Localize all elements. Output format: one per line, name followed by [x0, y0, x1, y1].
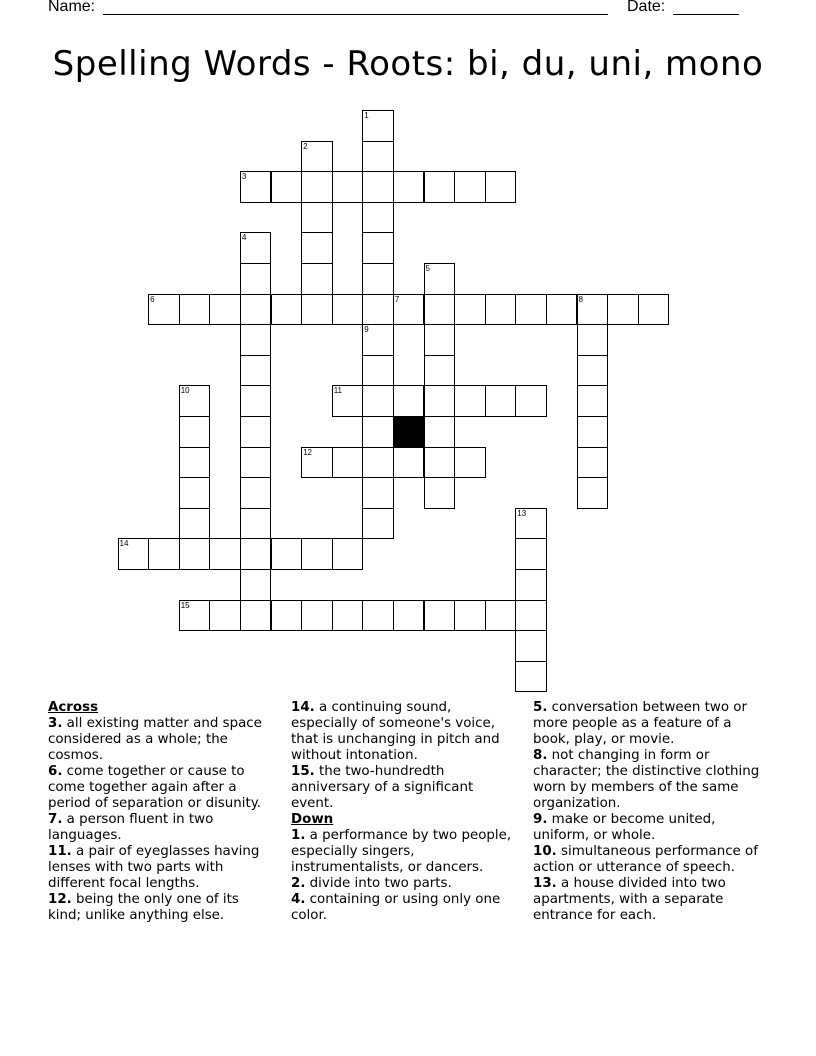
clue-text: a house divided into two apartments, with a separate entrance for each.	[533, 876, 726, 923]
clue-number: 11.	[48, 844, 72, 859]
crossword-cell[interactable]	[424, 294, 456, 326]
crossword-cell[interactable]	[362, 141, 394, 173]
crossword-cell[interactable]	[179, 600, 211, 632]
clue-text: not changing in form or character; the distinctive clothing worn by members of the same organization.	[533, 748, 760, 811]
crossword-cell[interactable]	[240, 538, 272, 570]
down-heading: Down	[291, 812, 334, 827]
crossword-cell[interactable]	[577, 324, 609, 356]
crossword-cell[interactable]	[515, 569, 547, 601]
date-label: Date:	[627, 0, 666, 15]
clue-text: make or become united, uniform, or whole.	[533, 812, 716, 843]
clue-number-label: 3	[241, 172, 247, 182]
clue-item	[48, 716, 276, 764]
crossword-cell[interactable]	[332, 171, 364, 203]
crossword-cell[interactable]	[577, 447, 609, 479]
crossword-cell[interactable]	[454, 385, 486, 417]
crossword-cell[interactable]	[577, 355, 609, 387]
crossword-cell[interactable]	[515, 294, 547, 326]
clue-number-label: 12	[303, 447, 312, 457]
crossword-cell[interactable]	[424, 171, 456, 203]
clue-number: 4.	[291, 892, 306, 907]
crossword-cell[interactable]	[607, 294, 639, 326]
crossword-cell[interactable]	[240, 232, 272, 264]
crossword-cell[interactable]	[485, 294, 517, 326]
clue-number: 10.	[533, 844, 557, 859]
crossword-cell[interactable]	[515, 508, 547, 540]
clue-item	[291, 700, 519, 764]
crossword-cell[interactable]	[393, 447, 425, 479]
crossword-cell[interactable]	[179, 508, 211, 540]
clue-item	[533, 844, 761, 876]
crossword-cell[interactable]	[179, 385, 211, 417]
clue-text: all existing matter and space considered as a whole; the cosmos.	[48, 716, 262, 763]
crossword-cell[interactable]	[638, 294, 670, 326]
crossword-cell[interactable]	[240, 416, 272, 448]
clues-column-2	[291, 700, 519, 924]
crossword-cell[interactable]	[179, 294, 211, 326]
crossword-cell[interactable]	[240, 600, 272, 632]
clue-text: simultaneous performance of action or utterance of speech.	[533, 844, 758, 875]
crossword-cell[interactable]	[485, 385, 517, 417]
clues-section	[48, 700, 778, 960]
crossword-cell[interactable]	[301, 538, 333, 570]
clue-item	[533, 700, 761, 748]
clue-item	[48, 764, 276, 812]
crossword-cell[interactable]	[209, 600, 241, 632]
crossword-cell[interactable]	[393, 171, 425, 203]
crossword-cell[interactable]	[301, 171, 333, 203]
clue-text: a pair of eyeglasses having lenses with two parts with different focal lengths.	[48, 844, 260, 891]
crossword-cell[interactable]	[209, 294, 241, 326]
crossword-cell[interactable]	[301, 294, 333, 326]
crossword-cell[interactable]	[362, 232, 394, 264]
clue-number-label: 9	[364, 325, 369, 335]
crossword-cell[interactable]	[515, 600, 547, 632]
crossword-cell[interactable]	[179, 447, 211, 479]
crossword-cell[interactable]	[148, 538, 180, 570]
crossword-cell[interactable]	[332, 294, 364, 326]
crossword-cell[interactable]	[179, 477, 211, 509]
crossword-cell[interactable]	[424, 263, 456, 295]
crossword-cell[interactable]	[577, 416, 609, 448]
clue-number-label: 11	[333, 386, 342, 396]
clue-item	[533, 748, 761, 812]
clue-item	[533, 812, 761, 844]
crossword-cell[interactable]	[485, 600, 517, 632]
crossword-cell[interactable]	[362, 171, 394, 203]
crossword-cell[interactable]	[301, 600, 333, 632]
clue-number: 1.	[291, 828, 306, 843]
crossword-cell[interactable]	[515, 385, 547, 417]
crossword-cell[interactable]	[271, 171, 303, 203]
crossword-cell[interactable]	[515, 630, 547, 662]
clue-number: 8.	[533, 748, 548, 763]
crossword-cell[interactable]	[454, 447, 486, 479]
clue-item	[291, 876, 519, 892]
page-title: Spelling Words - Roots: bi, du, uni, mono	[52, 44, 764, 84]
crossword-cell[interactable]	[240, 447, 272, 479]
crossword-cell[interactable]	[179, 416, 211, 448]
crossword-cell[interactable]	[332, 447, 364, 479]
crossword-cell[interactable]	[424, 447, 456, 479]
crossword-cell[interactable]	[362, 477, 394, 509]
crossword-cell[interactable]	[515, 661, 547, 693]
crossword-cell[interactable]	[301, 263, 333, 295]
crossword-cell[interactable]	[454, 600, 486, 632]
clue-number: 3.	[48, 716, 63, 731]
crossword-cell[interactable]	[240, 263, 272, 295]
crossword-cell[interactable]	[424, 416, 456, 448]
crossword-cell[interactable]	[577, 385, 609, 417]
crossword-cell[interactable]	[209, 538, 241, 570]
crossword-cell[interactable]	[393, 600, 425, 632]
crossword-cell[interactable]	[332, 385, 364, 417]
crossword-cell[interactable]	[577, 294, 609, 326]
clue-item	[48, 892, 276, 924]
crossword-cell[interactable]	[362, 416, 394, 448]
clue-number-label: 4	[241, 233, 247, 243]
clue-text: divide into two parts.	[309, 876, 452, 891]
crossword-cell[interactable]	[118, 538, 150, 570]
clue-number-label: 8	[578, 294, 583, 304]
crossword-cell[interactable]	[362, 324, 394, 356]
crossword-cell[interactable]	[240, 508, 272, 540]
crossword-cell[interactable]	[332, 538, 364, 570]
crossword-cell[interactable]	[393, 294, 425, 326]
clue-item	[291, 764, 519, 812]
clue-number: 9.	[533, 812, 548, 827]
crossword-cell[interactable]	[179, 538, 211, 570]
clue-item	[48, 812, 276, 844]
crossword-cell[interactable]	[240, 171, 272, 203]
clue-text: conversation between two or more people as a feature of a book, play, or movie.	[533, 700, 747, 747]
clue-number: 12.	[48, 892, 72, 907]
crossword-cell[interactable]	[271, 600, 303, 632]
crossword-cell[interactable]	[240, 477, 272, 509]
crossword-cell[interactable]	[240, 324, 272, 356]
clue-item	[291, 828, 519, 876]
crossword-cell[interactable]	[362, 263, 394, 295]
crossword-cell[interactable]	[362, 447, 394, 479]
clue-number: 6.	[48, 764, 63, 779]
clue-item	[48, 844, 276, 892]
crossword-cell[interactable]	[148, 294, 180, 326]
crossword-cell[interactable]	[454, 294, 486, 326]
clue-text: a person fluent in two languages.	[48, 812, 214, 843]
clue-number: 13.	[533, 876, 557, 891]
clue-text: the two-hundredth anniversary of a significant event.	[291, 764, 474, 811]
crossword-cell[interactable]	[362, 600, 394, 632]
clue-number-label: 10	[180, 386, 190, 396]
clue-number: 5.	[533, 700, 548, 715]
clue-text: a performance by two people, especially singers, instrumentalists, or dancers.	[291, 828, 512, 875]
crossword-cell[interactable]	[362, 355, 394, 387]
crossword-cell[interactable]	[240, 294, 272, 326]
crossword-cell[interactable]	[301, 447, 333, 479]
crossword-cell[interactable]	[362, 508, 394, 540]
crossword-cell[interactable]	[301, 202, 333, 234]
clue-number-label: 15	[180, 600, 190, 610]
crossword-cell[interactable]	[240, 355, 272, 387]
clue-text: come together or cause to come together again after a period of separation or disunity.	[48, 764, 261, 811]
across-heading: Across	[48, 700, 99, 715]
clue-number-label: 13	[517, 508, 527, 518]
clue-number-label: 1	[364, 111, 369, 120]
clue-item	[533, 876, 761, 924]
clue-text: containing or using only one color.	[291, 892, 501, 923]
crossword-cell[interactable]	[515, 538, 547, 570]
clue-text: a continuing sound, especially of someone's voice, that is unchanging in pitch and without intonation.	[291, 700, 500, 763]
crossword-cell[interactable]	[362, 110, 394, 142]
clue-number-label: 7	[394, 294, 400, 304]
clue-number-label: 6	[150, 294, 155, 304]
clue-text: being the only one of its kind; unlike anything else.	[48, 892, 239, 923]
clue-number: 7.	[48, 812, 63, 827]
name-label: Name:	[48, 0, 96, 15]
crossword-cell[interactable]	[301, 232, 333, 264]
crossword-cell[interactable]	[271, 538, 303, 570]
blocked-cell	[393, 416, 425, 448]
crossword-cell[interactable]	[424, 477, 456, 509]
crossword-cell[interactable]	[301, 141, 333, 173]
crossword-cell[interactable]	[424, 600, 456, 632]
clues-column-1	[48, 700, 276, 924]
crossword-cell[interactable]	[240, 385, 272, 417]
clue-number-label: 14	[119, 539, 129, 549]
clue-item	[291, 892, 519, 924]
crossword-cell[interactable]	[332, 600, 364, 632]
clue-number-label: 5	[425, 264, 430, 273]
crossword-cell[interactable]	[577, 477, 609, 509]
crossword-cell[interactable]	[362, 294, 394, 326]
crossword-cell[interactable]	[362, 385, 394, 417]
crossword-cell[interactable]	[424, 324, 456, 356]
clue-number-label: 2	[303, 141, 308, 151]
crossword-cell[interactable]	[546, 294, 578, 326]
crossword-cell[interactable]	[424, 385, 456, 417]
crossword-cell[interactable]	[362, 202, 394, 234]
crossword-cell[interactable]	[393, 385, 425, 417]
clue-number: 2.	[291, 876, 306, 891]
crossword-cell[interactable]	[454, 171, 486, 203]
crossword-cell[interactable]	[271, 294, 303, 326]
clue-number: 14.	[291, 700, 315, 715]
crossword-cell[interactable]	[240, 569, 272, 601]
clues-column-3	[533, 700, 761, 924]
crossword-cell[interactable]	[485, 171, 517, 203]
crossword-cell[interactable]	[424, 355, 456, 387]
clue-number: 15.	[291, 764, 315, 779]
